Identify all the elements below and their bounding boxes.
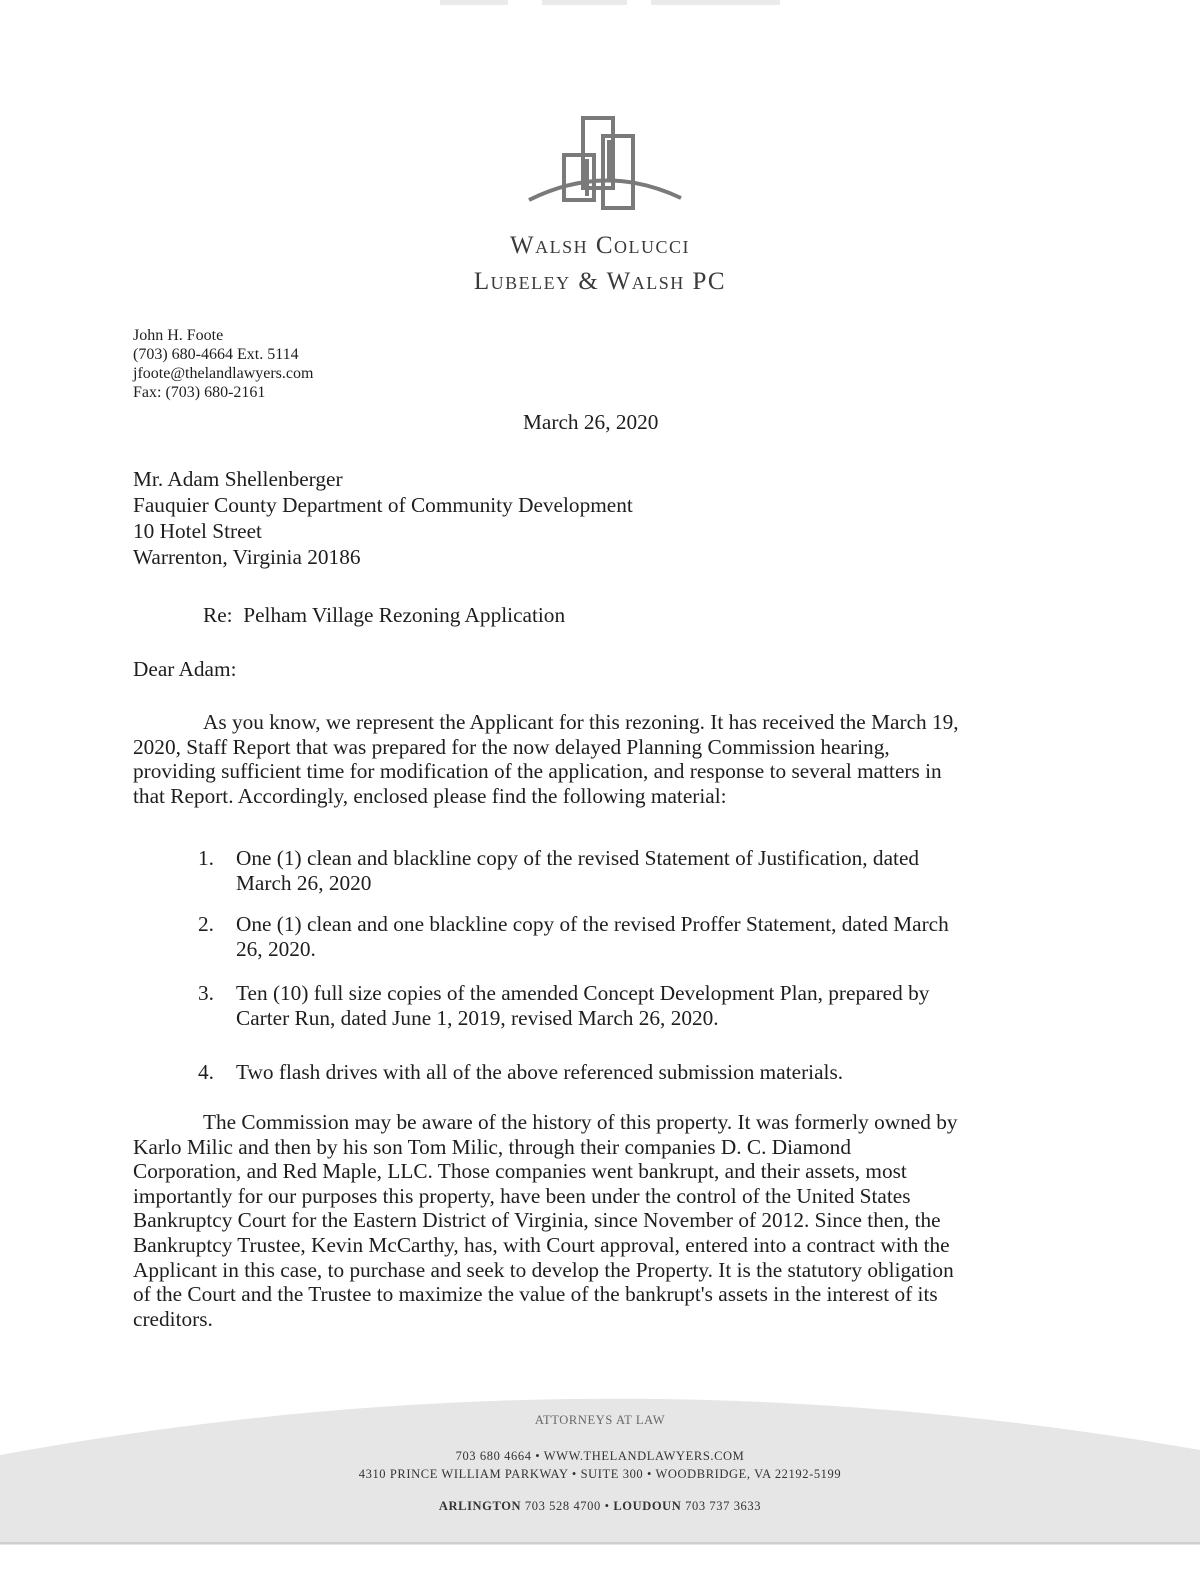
paragraph-line: creditors. (133, 1306, 213, 1331)
sender-fax: Fax: (703) 680-2161 (133, 384, 266, 401)
footer-phone: 703 680 4664 (455, 1449, 532, 1463)
enclosure-line: Two flash drives with all of the above referenced submission materials. (236, 1060, 844, 1084)
enclosure-text (236, 912, 949, 961)
footer-street: 4310 PRINCE WILLIAM PARKWAY (358, 1467, 569, 1481)
letterhead-footer (0, 1385, 1200, 1565)
re-line (203, 603, 565, 628)
office-loudoun-name: LOUDOUN (613, 1499, 682, 1513)
paragraph-line: Corporation, and Red Maple, LLC. Those companies went bankrupt, and their assets, most (133, 1159, 907, 1184)
enclosure-text (236, 981, 929, 1030)
sender-email[interactable]: jfoote@thelandlawyers.com (133, 365, 314, 382)
salutation: Dear Adam: (133, 657, 237, 681)
separator: • (604, 1499, 610, 1513)
recipient-line: 10 Hotel Street (133, 519, 262, 543)
firm-name-line1: Walsh Colucci (509, 232, 691, 259)
paragraph-line: As you know, we represent the Applicant for this rezoning. It has received the March 19, (203, 710, 959, 734)
enclosure-text (236, 846, 919, 895)
paragraph-line: 2020, Staff Report that was prepared for the now delayed Planning Commission hearing, (133, 734, 890, 759)
paragraph-2 (133, 1110, 958, 1331)
firm-logo-icon (525, 112, 685, 217)
paragraph-line: of the Court and the Trustee to maximize the value of the bankrupt's assets in the interest of its (133, 1282, 938, 1307)
enclosure-line: One (1) clean and one blackline copy of the revised Proffer Statement, dated March (236, 912, 949, 936)
footer-city: WOODBRIDGE, VA 22192-5199 (655, 1467, 842, 1481)
footer-address (0, 1467, 1200, 1482)
recipient-line: Mr. Adam Shellenberger (133, 467, 343, 491)
enclosure-text (236, 1060, 843, 1085)
enclosure-line: 26, 2020. (236, 936, 316, 961)
enclosure-line: One (1) clean and blackline copy of the revised Statement of Justification, dated (236, 846, 920, 870)
footer-suite: SUITE 300 (580, 1467, 644, 1481)
sender-info (133, 326, 313, 402)
enclosure-number: 2. (198, 912, 214, 936)
sender-name: John H. Foote (133, 327, 224, 344)
recipient-line: Fauquier County Department of Community Development (133, 493, 633, 517)
paragraph-line: providing sufficient time for modification of the application, and response to several matters in (133, 759, 942, 784)
paragraph-line: The Commission may be aware of the history of this property. It was formerly owned by (203, 1110, 958, 1134)
paragraph-line: importantly for our purposes this property, have been under the control of the United States (133, 1183, 911, 1208)
recipient-address (133, 466, 633, 570)
scan-artifact (440, 0, 780, 5)
footer-contact (0, 1449, 1200, 1464)
firm-name-line2: Lubeley & Walsh PC (473, 268, 727, 295)
enclosure-line: Ten (10) full size copies of the amended Concept Development Plan, prepared by (236, 981, 930, 1005)
paragraph-line: Karlo Milic and then by his son Tom Milic, through their companies D. C. Diamond (133, 1134, 851, 1159)
enclosure-number: 3. (198, 981, 214, 1005)
office-arlington-name: ARLINGTON (438, 1499, 522, 1513)
separator: • (571, 1467, 577, 1481)
paragraph-line: Bankruptcy Court for the Eastern District of Virginia, since November of 2012. Since then, the (133, 1208, 941, 1233)
footer-website[interactable]: WWW.THELANDLAWYERS.COM (543, 1449, 745, 1463)
paragraph-line: Applicant in this case, to purchase and seek to develop the Property. It is the statutory obligation (133, 1257, 954, 1282)
enclosure-number: 1. (198, 846, 214, 870)
paragraph-line: Bankruptcy Trustee, Kevin McCarthy, has, with Court approval, entered into a contract with the (133, 1232, 950, 1257)
re-subject: Pelham Village Rezoning Application (243, 603, 566, 627)
footer-offices (0, 1499, 1200, 1514)
paragraph-line: that Report. Accordingly, enclosed please find the following material: (133, 783, 727, 808)
letter-date: March 26, 2020 (523, 410, 659, 434)
enclosure-number: 4. (198, 1060, 214, 1084)
separator: • (647, 1467, 653, 1481)
sender-phone: (703) 680-4664 Ext. 5114 (133, 346, 299, 363)
recipient-line: Warrenton, Virginia 20186 (133, 545, 361, 569)
paragraph-1 (133, 710, 959, 808)
re-label: Re: (203, 603, 233, 627)
enclosure-line: Carter Run, dated June 1, 2019, revised March 26, 2020. (236, 1005, 719, 1030)
office-arlington-phone: 703 528 4700 (524, 1499, 601, 1513)
office-loudoun-phone: 703 737 3633 (685, 1499, 762, 1513)
separator: • (535, 1449, 541, 1463)
footer-tagline: ATTORNEYS AT LAW (534, 1413, 666, 1427)
enclosure-line: March 26, 2020 (236, 870, 372, 895)
